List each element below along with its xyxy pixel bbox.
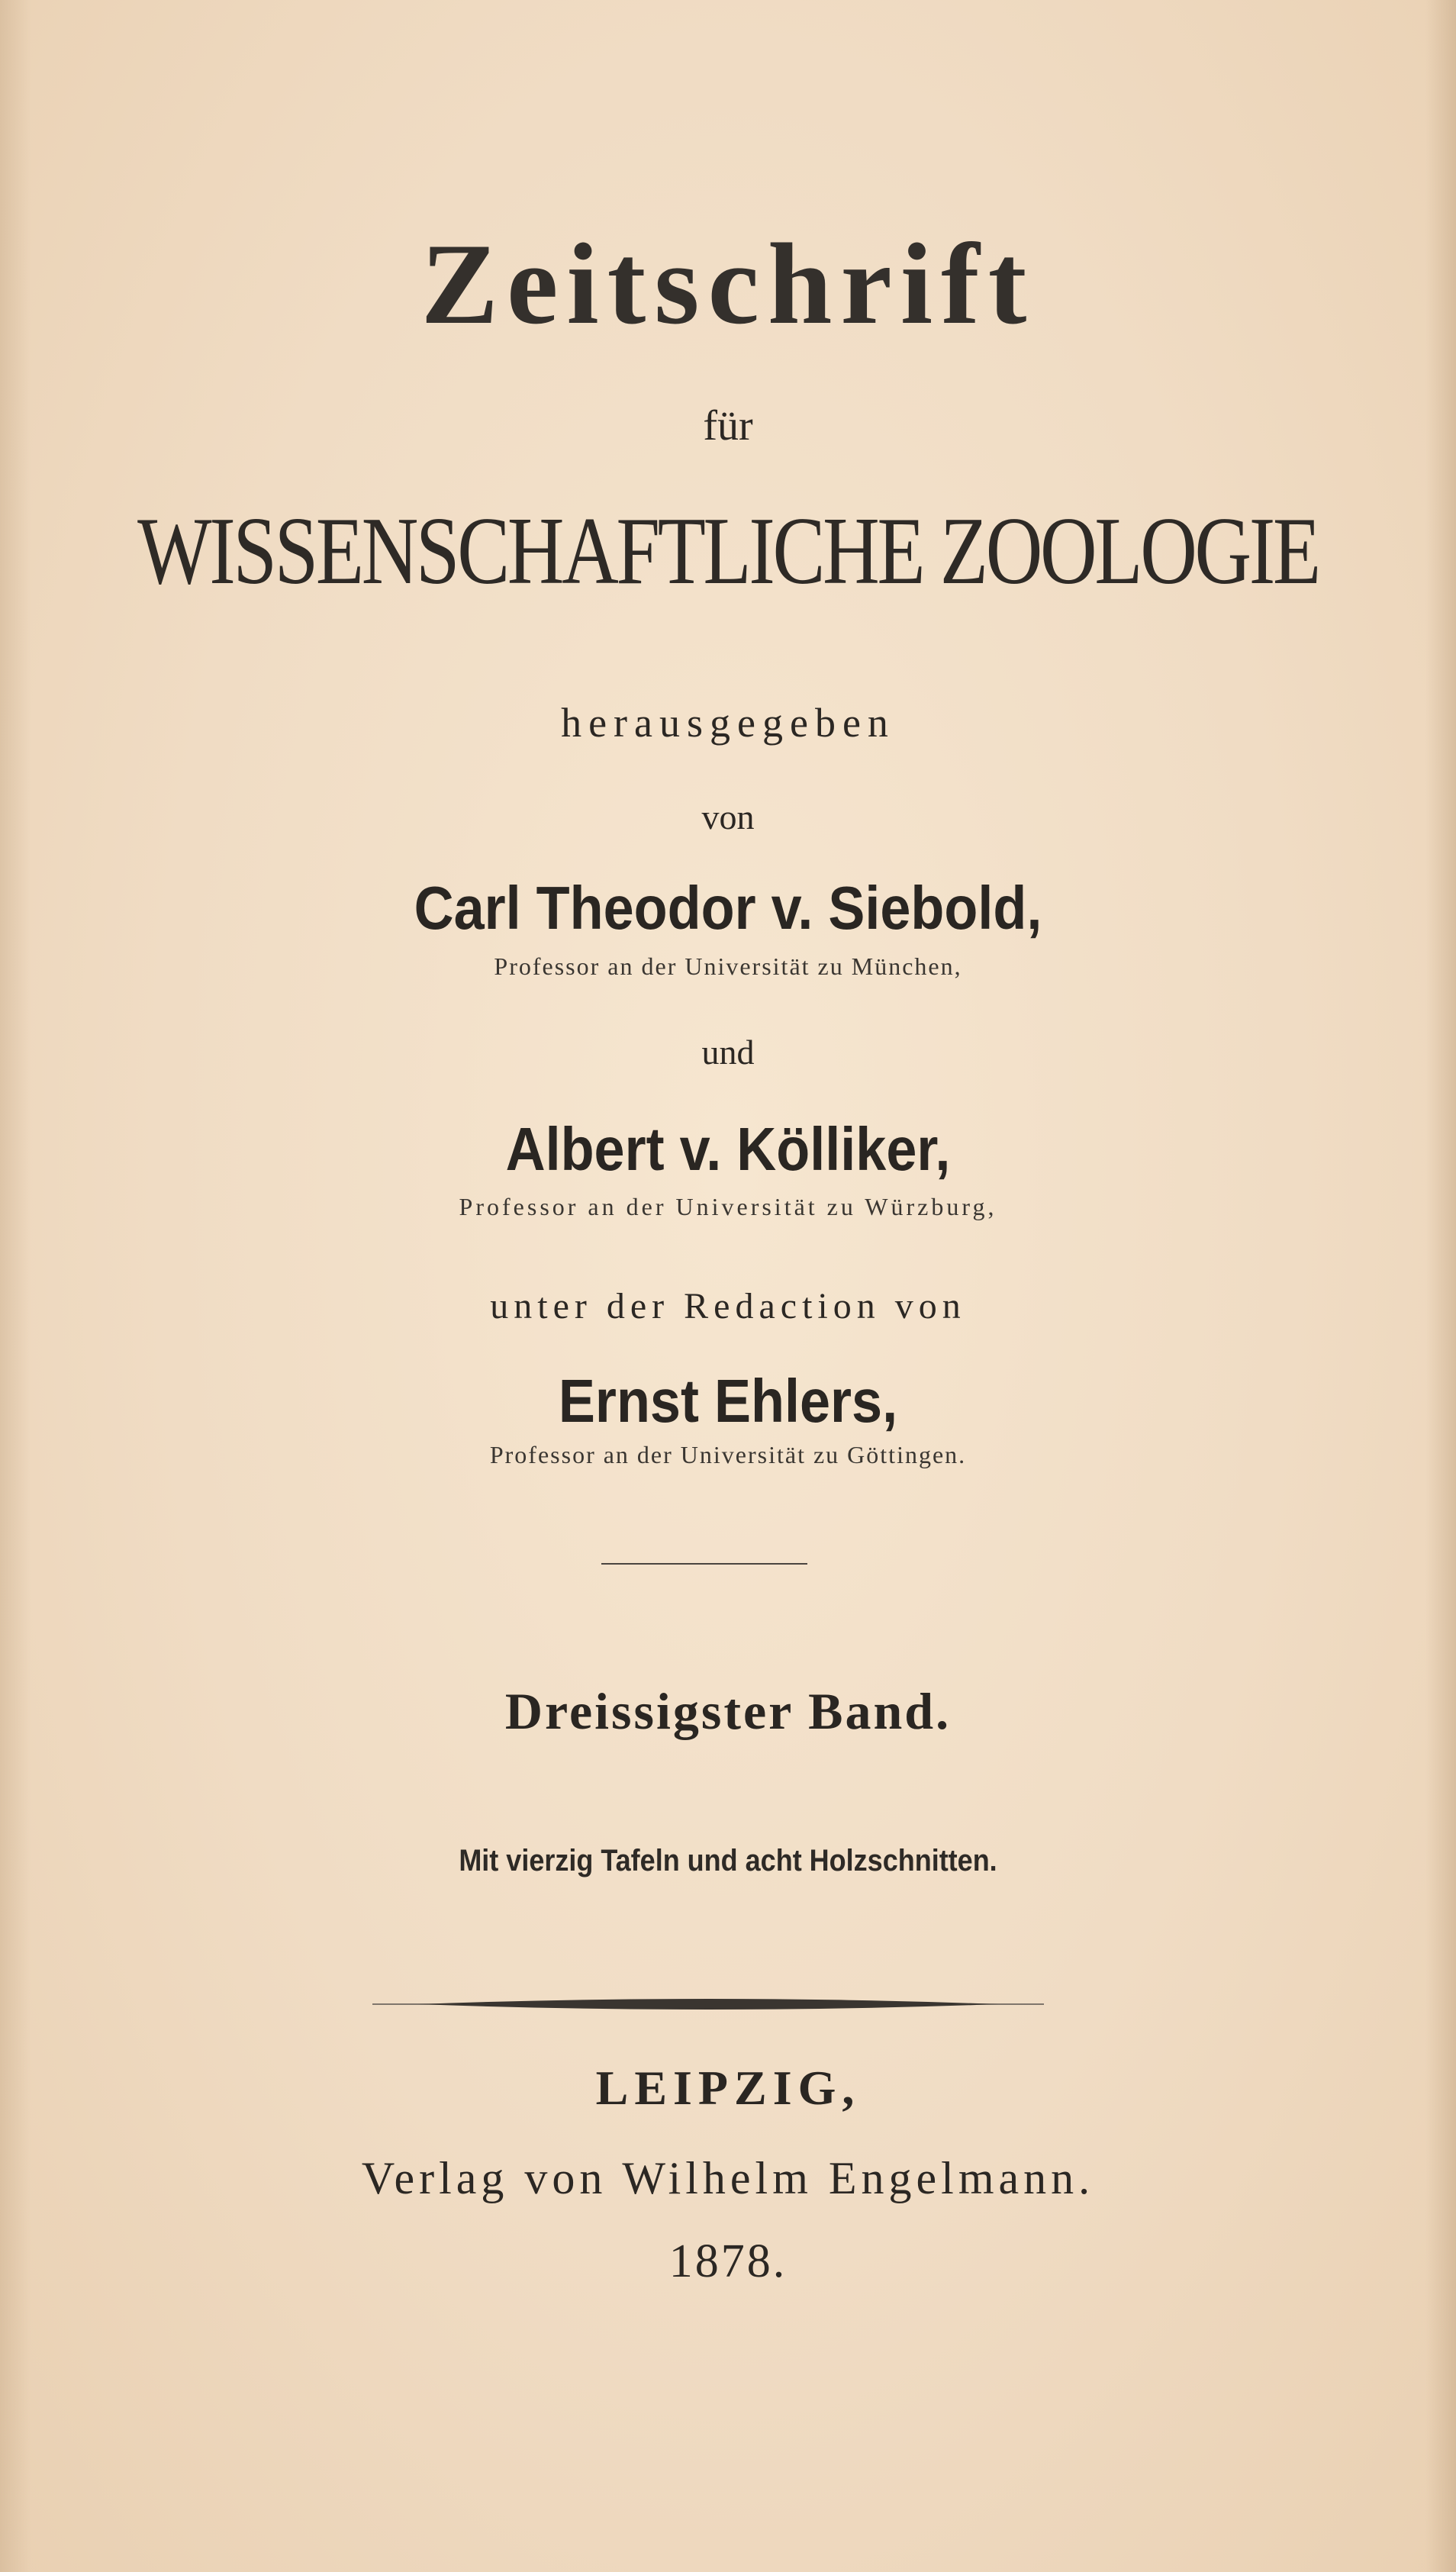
journal-title: Zeitschrift bbox=[420, 220, 1036, 348]
editor-name-3: Ernst Ehlers, bbox=[558, 1367, 898, 1435]
ornamental-rule bbox=[372, 1995, 1044, 2013]
journal-subtitle: WISSENSCHAFTLICHE ZOOLOGIE bbox=[137, 498, 1319, 604]
publication-city: LEIPZIG, bbox=[595, 2061, 861, 2115]
published-by-label: herausgegeben bbox=[561, 700, 895, 746]
und-label: und bbox=[701, 1033, 755, 1072]
volume-title: Dreissigster Band. bbox=[504, 1682, 952, 1740]
publication-year: 1878. bbox=[668, 2235, 788, 2287]
redaction-label: unter der Redaction von bbox=[490, 1286, 966, 1326]
title-preposition: für bbox=[703, 402, 753, 450]
editor-affiliation-2: Professor an der Universität zu Würzburg, bbox=[459, 1193, 997, 1220]
editor-name-1: Carl Theodor v. Siebold, bbox=[414, 874, 1042, 942]
von-label: von bbox=[701, 798, 755, 836]
short-divider-rule bbox=[601, 1563, 807, 1565]
editor-affiliation-3: Professor an der Universität zu Göttingen. bbox=[489, 1441, 967, 1468]
plates-note: Mit vierzig Tafeln und acht Holzschnitten. bbox=[459, 1844, 997, 1877]
editor-affiliation-1: Professor an der Universität zu München, bbox=[494, 952, 962, 980]
editor-name-2: Albert v. Kölliker, bbox=[505, 1115, 951, 1183]
publisher: Verlag von Wilhelm Engelmann. bbox=[361, 2153, 1095, 2203]
